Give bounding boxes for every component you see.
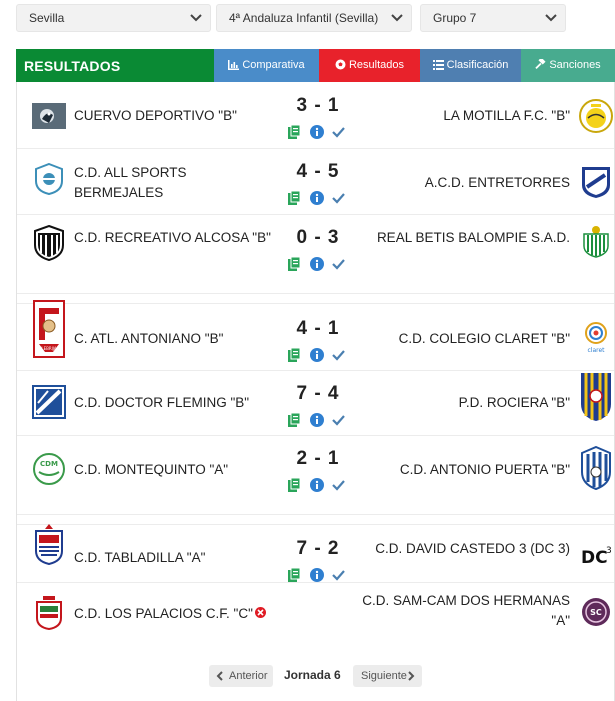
tab-sanciones[interactable]: [521, 49, 615, 82]
tab-resultados[interactable]: [319, 49, 420, 82]
gavel-icon: [535, 59, 546, 70]
home-team-name[interactable]: C. ATL. ANTONIANO "B": [74, 331, 224, 346]
match-score[interactable]: 4 - 5: [296, 161, 340, 182]
check-icon[interactable]: [332, 257, 346, 271]
report-icon[interactable]: [288, 257, 302, 271]
team-crest-icon: [578, 446, 614, 490]
competition-select-value: 4ª Andaluza Infantil (Sevilla): [229, 11, 379, 25]
home-team-name[interactable]: C.D. TABLADILLA "A": [74, 550, 206, 565]
match-score[interactable]: 4 - 1: [296, 318, 340, 339]
list-icon: [433, 60, 444, 70]
info-icon[interactable]: [310, 257, 324, 271]
match-score[interactable]: 0 - 3: [296, 227, 340, 248]
match-row: [17, 305, 614, 371]
away-team-name[interactable]: C.D. ANTONIO PUERTA "B": [399, 462, 570, 477]
filter-bar: [16, 4, 576, 32]
home-team-name[interactable]: C.D. MONTEQUINTO "A": [74, 462, 229, 477]
info-icon[interactable]: [310, 125, 324, 139]
match-score[interactable]: 7 - 4: [296, 383, 340, 404]
match-actions: [288, 348, 348, 364]
team-crest-icon: [31, 594, 67, 630]
away-team-name[interactable]: P.D. ROCIERA "B": [458, 395, 570, 410]
check-icon[interactable]: [332, 191, 346, 205]
away-team-name[interactable]: A.C.D. ENTRETORRES: [424, 175, 570, 190]
group-select[interactable]: [420, 4, 566, 32]
svg-text:LEBRIJA: LEBRIJA: [41, 346, 57, 351]
match-row: [17, 526, 614, 583]
home-team-name[interactable]: [74, 604, 279, 624]
chevron-left-icon: [216, 671, 223, 681]
team-crest-icon: [31, 161, 67, 197]
results-header: [16, 49, 615, 82]
pagination: [16, 665, 615, 689]
match-score[interactable]: 7 - 2: [296, 538, 340, 559]
tab-sanciones-label: Sanciones: [549, 59, 601, 71]
tab-comparativa-label: Comparativa: [242, 59, 305, 71]
region-select[interactable]: [16, 4, 211, 32]
report-icon[interactable]: [288, 478, 302, 492]
team-crest-icon: [578, 371, 614, 423]
tab-comparativa[interactable]: [214, 49, 319, 82]
home-team-name[interactable]: C.D. RECREATIVO ALCOSA "B": [74, 230, 271, 245]
match-actions: [288, 191, 348, 207]
check-icon[interactable]: [332, 125, 346, 139]
match-score[interactable]: 2 - 1: [296, 448, 340, 469]
team-crest-icon: [31, 98, 67, 134]
match-score[interactable]: 3 - 1: [296, 95, 340, 116]
match-actions: [288, 125, 348, 141]
match-actions: [288, 257, 348, 273]
match-row: [17, 436, 614, 515]
competition-select[interactable]: [216, 4, 412, 32]
team-crest-icon: [578, 164, 614, 200]
match-row: [17, 371, 614, 436]
away-team-name[interactable]: C.D. COLEGIO CLARET "B": [398, 331, 570, 346]
team-crest-icon: [578, 538, 614, 574]
match-actions: [288, 478, 348, 494]
suspended-icon: [255, 607, 266, 618]
home-team-label: C.D. LOS PALACIOS C.F. "C": [74, 606, 253, 621]
group-select-value: Grupo 7: [433, 11, 477, 25]
check-icon[interactable]: [332, 413, 346, 427]
report-icon[interactable]: [288, 125, 302, 139]
team-crest-icon: [578, 98, 614, 134]
svg-text:DC: DC: [581, 548, 608, 568]
row-separator: [17, 515, 614, 525]
check-icon[interactable]: [332, 568, 346, 582]
info-icon[interactable]: [310, 191, 324, 205]
svg-text:SC: SC: [590, 608, 602, 617]
home-team-name[interactable]: C.D. ALL SPORTS BERMEJALES: [74, 165, 187, 200]
team-crest-icon: [31, 225, 67, 261]
soccer-ball-icon: [335, 59, 346, 70]
home-team-name[interactable]: C.D. DOCTOR FLEMING "B": [74, 395, 250, 410]
away-team-name[interactable]: REAL BETIS BALOMPIE S.A.D.: [376, 230, 570, 245]
match-row: [17, 583, 614, 661]
prev-button[interactable]: [209, 665, 273, 687]
check-icon[interactable]: [332, 478, 346, 492]
away-team-name[interactable]: LA MOTILLA F.C. "B": [443, 108, 570, 123]
next-button[interactable]: [353, 665, 422, 687]
report-icon[interactable]: [288, 348, 302, 362]
next-button-label: Siguiente: [361, 670, 407, 682]
region-select-value: Sevilla: [29, 11, 65, 25]
match-row: [17, 82, 614, 149]
prev-button-label: Anterior: [229, 670, 268, 682]
results-list: [16, 82, 615, 701]
match-actions: [288, 413, 348, 429]
match-row: [17, 215, 614, 294]
tab-resultados-label: Resultados: [348, 59, 405, 71]
info-icon[interactable]: [310, 348, 324, 362]
chevron-down-icon: [391, 14, 403, 22]
tab-clasificacion[interactable]: [420, 49, 521, 82]
team-crest-icon: [31, 299, 67, 359]
info-icon[interactable]: [310, 568, 324, 582]
home-team-name[interactable]: CUERVO DEPORTIVO "B": [74, 108, 237, 123]
team-crest-icon: [31, 522, 67, 566]
team-crest-icon: [31, 451, 67, 487]
svg-text:CDM: CDM: [40, 460, 58, 468]
chevron-right-icon: [408, 671, 415, 681]
team-crest-icon: [578, 319, 614, 355]
info-icon[interactable]: [310, 413, 324, 427]
team-crest-icon: [578, 223, 614, 259]
svg-text:3: 3: [606, 546, 612, 556]
chevron-down-icon: [190, 14, 202, 22]
page-title: RESULTADOS: [24, 58, 121, 74]
away-team-name[interactable]: C.D. DAVID CASTEDO 3 (DC 3): [375, 541, 570, 556]
report-icon[interactable]: [288, 191, 302, 205]
report-icon[interactable]: [288, 568, 302, 582]
current-round: Jornada 6: [284, 668, 341, 682]
away-team-name[interactable]: C.D. SAM-CAM DOS HERMANAS "A": [362, 593, 570, 628]
team-crest-icon: [578, 594, 614, 630]
row-separator: [17, 294, 614, 304]
check-icon[interactable]: [332, 348, 346, 362]
report-icon[interactable]: [288, 413, 302, 427]
team-crest-icon: [31, 384, 67, 420]
svg-text:claret: claret: [587, 347, 605, 354]
match-actions: [288, 568, 348, 584]
chevron-down-icon: [545, 14, 557, 22]
info-icon[interactable]: [310, 478, 324, 492]
tab-clasificacion-label: Clasificación: [446, 59, 509, 71]
bar-chart-icon: [228, 60, 239, 70]
match-row: [17, 149, 614, 215]
